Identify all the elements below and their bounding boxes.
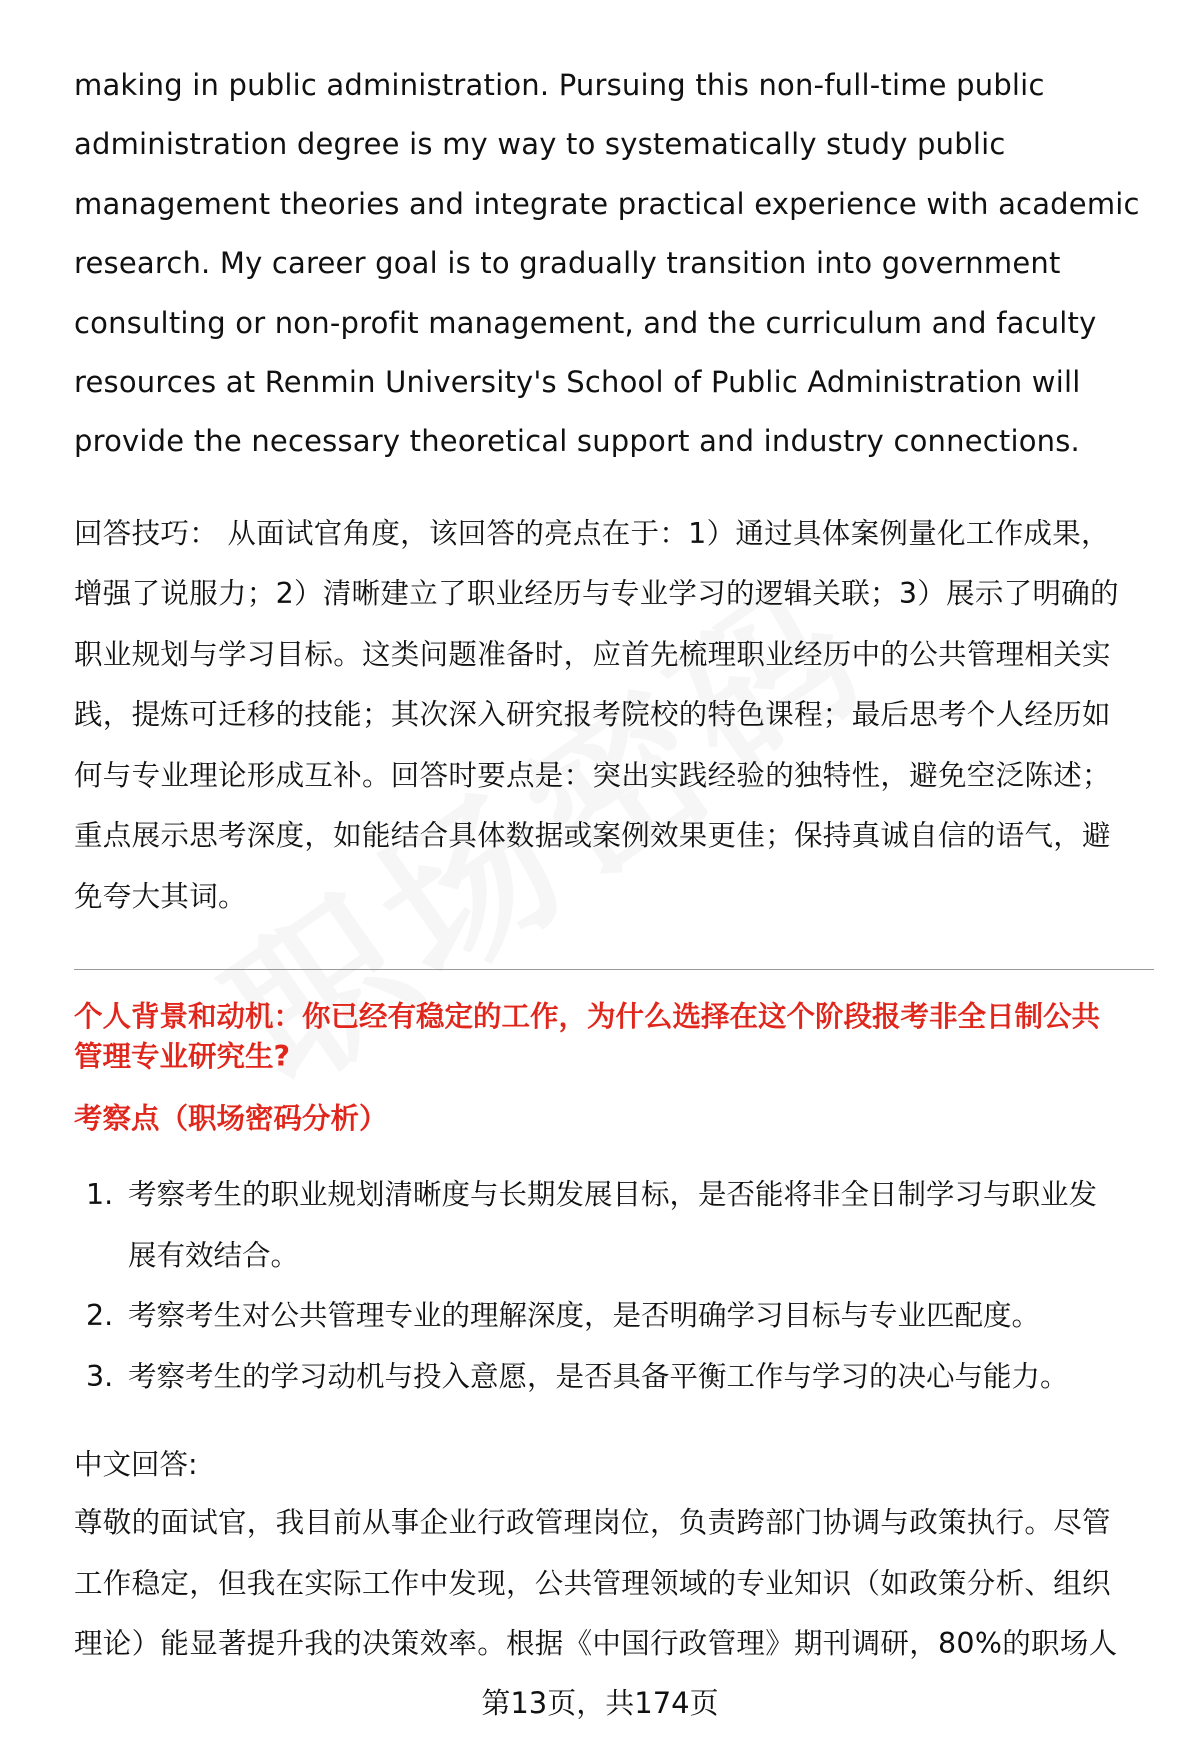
list-number: 2. (86, 1299, 114, 1333)
section-divider (74, 969, 1154, 970)
paragraph-line: 重点展示思考深度，如能结合具体数据或案例效果更佳；保持真诚自信的语气，避 (74, 819, 1111, 853)
list-item (74, 1347, 1154, 1408)
question-line: 个人背景和动机：你已经有稳定的工作，为什么选择在这个阶段报考非全日制公共 (74, 1000, 1101, 1034)
paragraph-line: management theories and integrate practical experience with academic (74, 186, 1140, 221)
paragraph-line: consulting or non-profit management, and the curriculum and faculty (74, 305, 1097, 340)
chinese-answer-label: 中文回答: (74, 1448, 198, 1482)
analysis-title: 考察点（职场密码分析） (74, 1102, 388, 1136)
paragraph-line: 回答技巧： 从面试官角度，该回答的亮点在于：1）通过具体案例量化工作成果， (74, 516, 1110, 550)
paragraph-line: 理论）能显著提升我的决策效率。根据《中国行政管理》期刊调研，80%的职场人 (74, 1627, 1118, 1661)
document-page (74, 56, 1154, 1675)
list-number: 3. (86, 1359, 114, 1393)
paragraph-line: provide the necessary theoretical support and industry connections. (74, 424, 1080, 459)
paragraph-line: administration degree is my way to systematically study public (74, 127, 1006, 162)
chinese-answer-paragraph (74, 1493, 1154, 1675)
paragraph-line: 工作稳定，但我在实际工作中发现，公共管理领域的专业知识（如政策分析、组织 (74, 1566, 1111, 1600)
paragraph-line: making in public administration. Pursuing this non-full-time public (74, 68, 1045, 102)
paragraph-line: 职业规划与学习目标。这类问题准备时，应首先梳理职业经历中的公共管理相关实 (74, 637, 1111, 671)
page-number-footer: 第13页，共174页 (481, 1686, 719, 1720)
list-item-line: 考察考生的学习动机与投入意愿，是否具备平衡工作与学习的决心与能力。 (128, 1359, 1069, 1393)
question-heading (74, 997, 1154, 1077)
paragraph-line: 何与专业理论形成互补。回答时要点是：突出实践经验的独特性，避免空泛陈述； (74, 758, 1111, 792)
paragraph-line: 增强了说服力；2）清晰建立了职业经历与专业学习的逻辑关联；3）展示了明确的 (74, 577, 1119, 611)
question-line: 管理专业研究生? (74, 1040, 291, 1074)
list-number: 1. (86, 1178, 114, 1212)
paragraph-line: 免夸大其词。 (74, 879, 247, 913)
list-item-line: 考察考生的职业规划清晰度与长期发展目标，是否能将非全日制学习与职业发 (128, 1178, 1098, 1212)
paragraph-line: research. My career goal is to gradually transition into government (74, 246, 1061, 281)
list-item-line: 考察考生对公共管理专业的理解深度，是否明确学习目标与专业匹配度。 (128, 1299, 1041, 1333)
paragraph-line: 尊敬的面试官，我目前从事企业行政管理岗位，负责跨部门协调与政策执行。尽管 (74, 1506, 1111, 1540)
list-item (74, 1286, 1154, 1347)
answer-tips-paragraph (74, 504, 1154, 928)
paragraph-line: resources at Renmin University's School of Public Administration will (74, 365, 1081, 400)
analysis-list (74, 1165, 1154, 1407)
paragraph-line: 践，提炼可迁移的技能；其次深入研究报考院校的特色课程；最后思考个人经历如 (74, 698, 1111, 732)
list-item (74, 1165, 1154, 1286)
list-item-line: 展有效结合。 (128, 1238, 300, 1272)
english-answer-paragraph (74, 56, 1154, 472)
